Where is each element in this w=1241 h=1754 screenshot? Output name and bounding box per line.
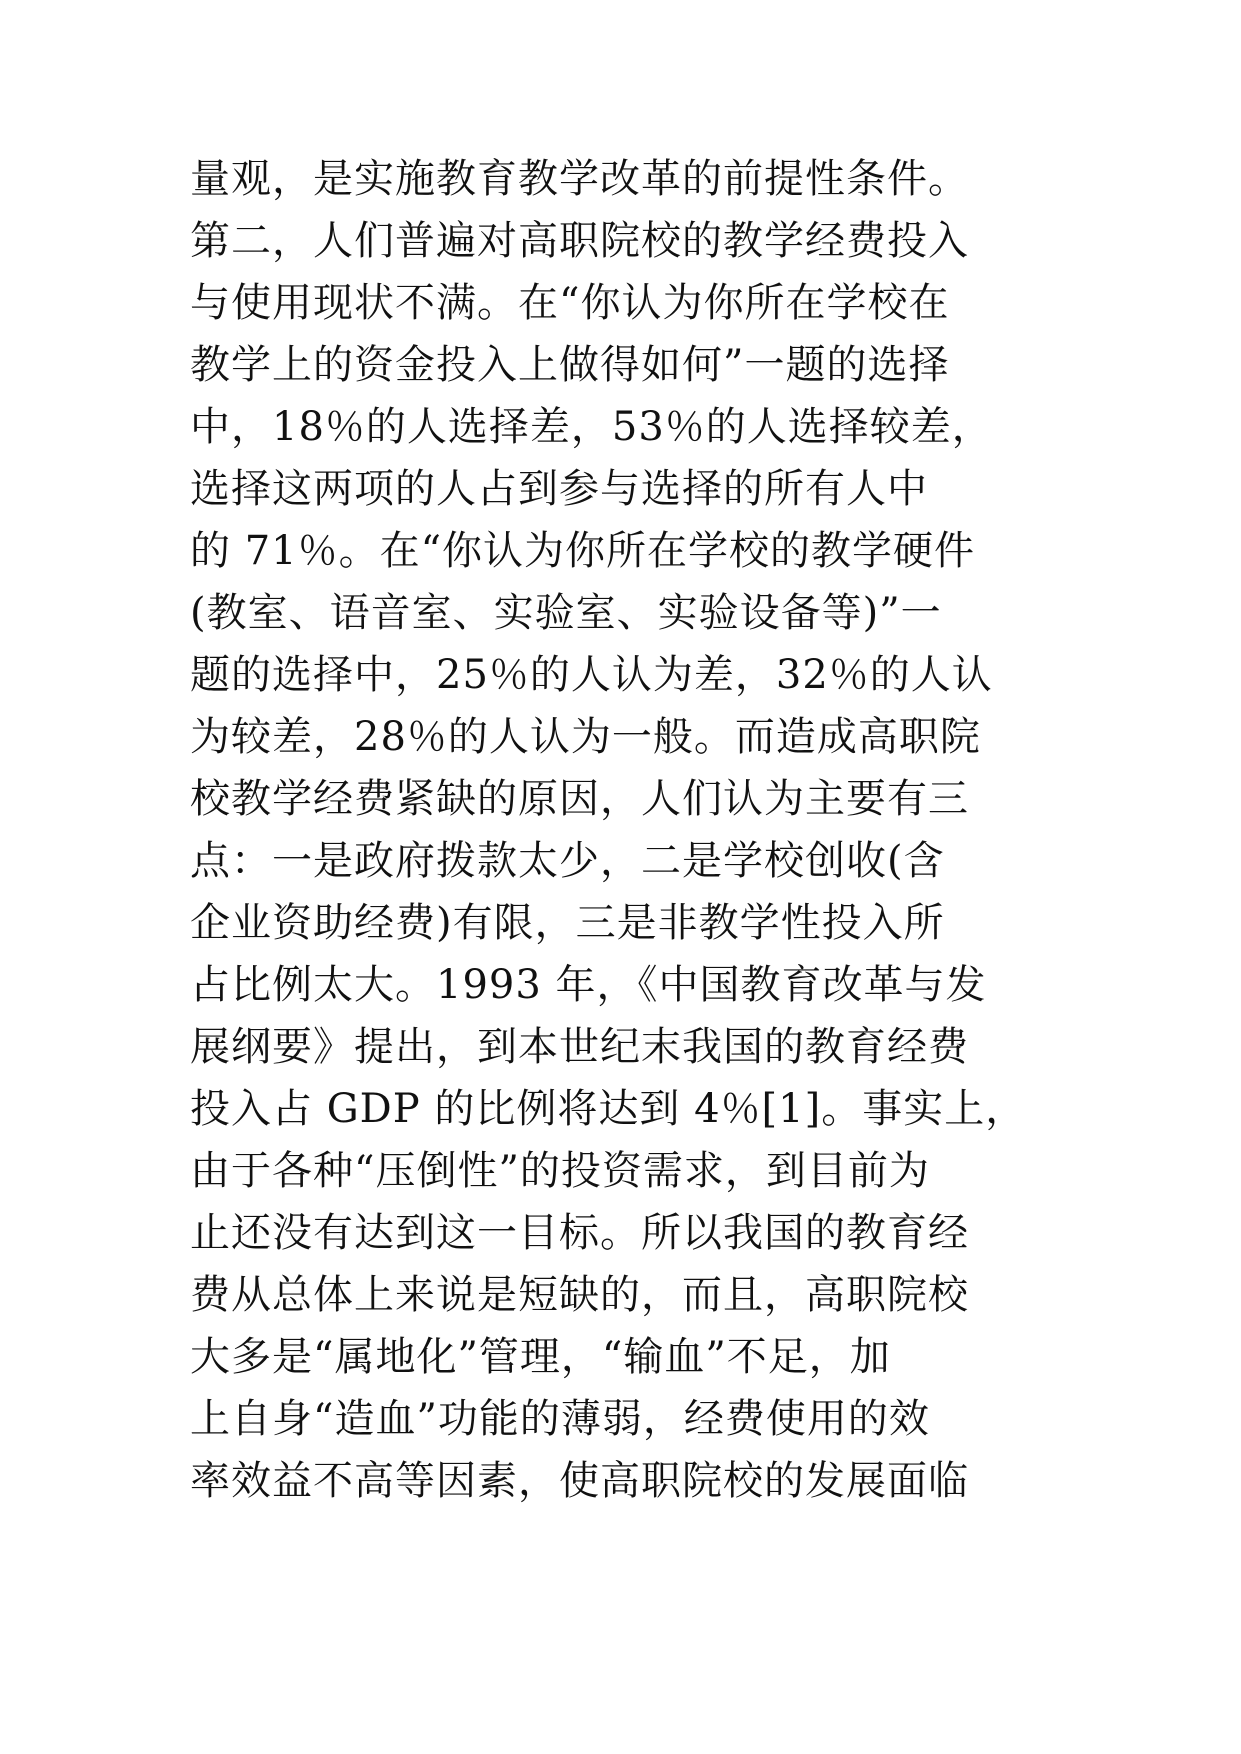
body-text bbox=[190, 148, 1090, 1512]
text-line: 第二，人们普遍对高职院校的教学经费投入 bbox=[190, 218, 969, 264]
text-line: 费从总体上来说是短缺的，而且，高职院校 bbox=[190, 1272, 969, 1318]
text-line: (教室、语音室、实验室、实验设备等)”一 bbox=[190, 590, 942, 636]
text-line: 为较差，28％的人认为一般。而造成高职院 bbox=[190, 714, 981, 760]
text-line: 中，18％的人选择差，53％的人选择较差， bbox=[190, 404, 993, 450]
text-line: 选择这两项的人占到参与选择的所有人中 bbox=[190, 466, 928, 512]
text-line: 占比例太大。1993 年，《中国教育改革与发 bbox=[190, 962, 987, 1008]
text-line: 上自身“造血”功能的薄弱，经费使用的效 bbox=[190, 1396, 930, 1442]
text-line: 与使用现状不满。在“你认为你所在学校在 bbox=[190, 280, 950, 326]
text-line: 量观，是实施教育教学改革的前提性条件。 bbox=[190, 156, 969, 202]
text-line: 点：一是政府拨款太少，二是学校创收(含 bbox=[190, 838, 945, 884]
text-line: 的 71％。在“你认为你所在学校的教学硬件 bbox=[190, 528, 976, 574]
text-line: 展纲要》提出，到本世纪末我国的教育经费 bbox=[190, 1024, 969, 1070]
text-line: 止还没有达到这一目标。所以我国的教育经 bbox=[190, 1210, 969, 1256]
text-line: 题的选择中，25％的人认为差，32％的人认 bbox=[190, 652, 993, 698]
text-line: 教学上的资金投入上做得如何”一题的选择 bbox=[190, 342, 950, 388]
text-line: 大多是“属地化”管理，“输血”不足，加 bbox=[190, 1334, 891, 1380]
text-line: 投入占 GDP 的比例将达到 4％[1]。事实上， bbox=[190, 1086, 1027, 1132]
text-line: 由于各种“压倒性”的投资需求，到目前为 bbox=[190, 1148, 930, 1194]
text-line: 率效益不高等因素，使高职院校的发展面临 bbox=[190, 1458, 969, 1504]
text-line: 企业资助经费)有限，三是非教学性投入所 bbox=[190, 900, 945, 946]
text-line: 校教学经费紧缺的原因，人们认为主要有三 bbox=[190, 776, 969, 822]
